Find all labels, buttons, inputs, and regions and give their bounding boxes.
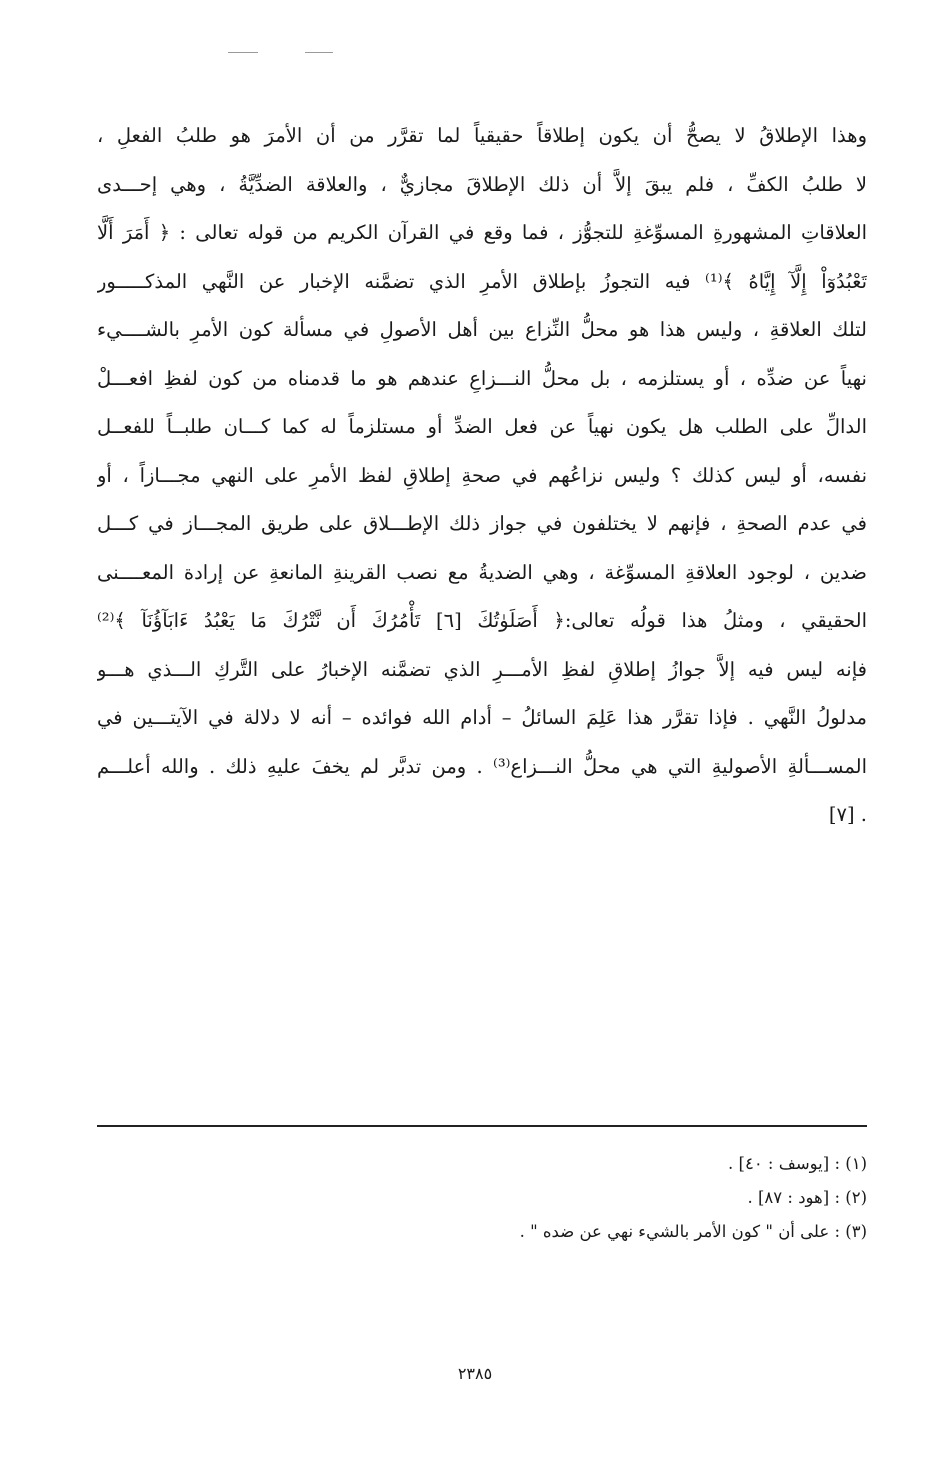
text-line: نفسه، أو ليس كذلك ؟ وليس نزاعُهم في صحةِ إطلاقِ لفظ الأمرِ على النهي مجـــازاً ، أو (97, 463, 867, 487)
page-number: ٢٣٨٥ (457, 1364, 493, 1383)
text-line: تَعْبُدُوٓاْ إِلَّآ إِيَّاهُ ﴾⁽¹⁾ فيه التجوزُ بإطلاق الأمرِ الذي تضمَّنه الإخبار عن النَّهي المذكـــــور (97, 269, 867, 293)
footnote-divider (97, 1125, 867, 1127)
text-line: ضدين ، لوجود العلاقةِ المسوِّغة ، وهي الضديةُ مع نصب القرينةِ المانعةِ عن إرادة المعــــنى (97, 560, 867, 584)
text-line: فإنه ليس فيه إلاَّ جوازُ إطلاقِ لفظِ الأمـــرِ الذي تضمَّنه الإخبارُ على التَّركِ الـــذي هـــو (97, 657, 867, 681)
text-line: الحقيقي ، ومثلُ هذا قولُه تعالى:﴿ أَصَلَوٰتُكَ [٦] تَأْمُرُكَ أَن نَّتْرُكَ مَا يَعْبُدُ ءَابَآؤُنَآ ﴾⁽²⁾ (97, 609, 867, 632)
text-line: وهذا الإطلاقُ لا يصحُّ أن يكون إطلاقاً حقيقياً لما تقرَّر من أن الأمرَ هو طلبُ الفعلِ ، (97, 124, 867, 147)
text-line: الدالِّ على الطلب هل يكون نهياً عن فعل الضدِّ أو مستلزماً له كما كـــان طلبــاً للفعــل (97, 415, 867, 438)
text-line: لتلك العلاقةِ ، وليس هذا هو محلُّ النِّزاع بين أهل الأصولِ في مسألة كون الأمرِ بالشــــيء (97, 318, 867, 341)
scan-mark (228, 52, 258, 53)
footnotes (97, 1147, 867, 1249)
footnote: (٣) : على أن " كون الأمر بالشيء نهي عن ضده " . (519, 1222, 867, 1241)
scan-mark (305, 52, 333, 53)
text-line: نهياً عن ضدِّه ، أو يستلزمه ، بل محلُّ النـــزاعِ عندهم هو ما قدمناه من كون لفظِ افعـــلْ (97, 366, 867, 390)
text-line: في عدم الصحةِ ، فإنهم لا يختلفون في جواز ذلك الإطـــلاق على طريق المجـــاز في كـــل (97, 512, 867, 535)
footnote: (٢) : [هود : ٨٧] . (747, 1188, 867, 1207)
text-line: لا طلبُ الكفِّ ، فلم يبقَ إلاَّ أن ذلك الإطلاقَ مجازيٌّ ، والعلاقة الضدِّيَّةُ ، وهي إحـــدى (97, 172, 867, 196)
text-line: العلاقاتِ المشهورةِ المسوِّغةِ للتجوُّز ، فما وقع في القرآن الكريم من قوله تعالى : ﴿ أَمَرَ أَلَّا (97, 221, 867, 244)
footnote: (١) : [يوسف : ٤٠] . (728, 1154, 867, 1173)
body-text (97, 112, 867, 840)
text-line: المســـألةِ الأصوليةِ التي هي محلُّ النـــزاع⁽³⁾ . ومن تدبَّر لم يخفَ عليهِ ذلك . والله أعلـــم (97, 754, 867, 778)
text-line: مدلولُ النَّهي . فإذا تقرَّر هذا عَلِمَ السائلُ – أدام الله فوائده – أنه لا دلالة في الآيتـــين في (97, 706, 867, 729)
text-line: . [٧] (828, 803, 867, 826)
